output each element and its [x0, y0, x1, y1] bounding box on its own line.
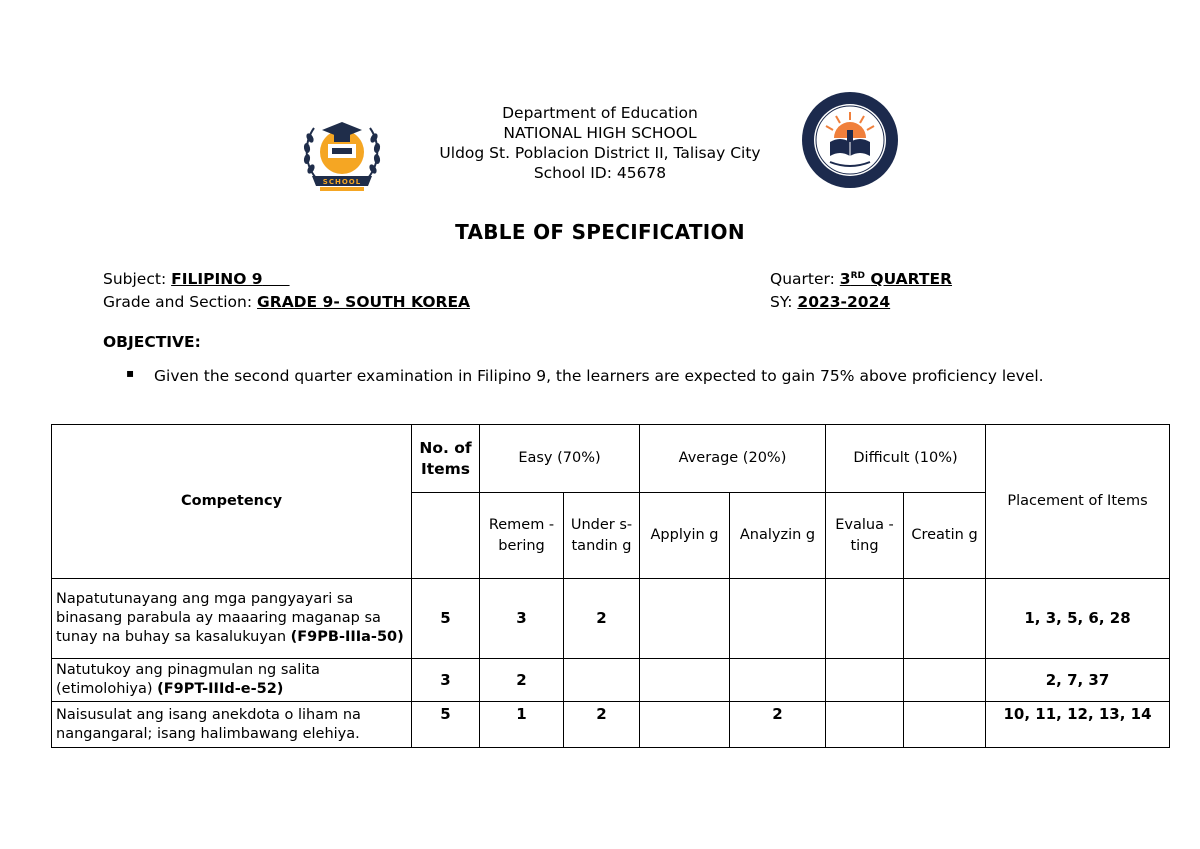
school-address: Uldog St. Poblacion District II, Talisay City — [439, 144, 761, 162]
competency-cell — [52, 659, 412, 702]
table-row — [52, 579, 1170, 659]
analyzing-cell — [730, 659, 826, 702]
svg-text:SCHOOL: SCHOOL — [322, 178, 362, 186]
school-name: NATIONAL HIGH SCHOOL — [503, 124, 697, 142]
applying-cell — [640, 702, 730, 748]
evaluating-cell — [826, 579, 904, 659]
quarter-label: Quarter: — [770, 270, 835, 288]
quarter-line — [770, 268, 952, 290]
easy-header: Easy (70%) — [480, 425, 640, 493]
sy-value: 2023-2024 — [797, 293, 891, 311]
placement-cell: 2, 7, 37 — [986, 659, 1170, 702]
subject-line — [103, 268, 290, 290]
quarter-superscript: RD — [850, 270, 865, 281]
table-header-row — [52, 425, 1170, 493]
specification-table — [51, 424, 1170, 748]
table-row — [52, 702, 1170, 748]
grade-value: GRADE 9- SOUTH KOREA — [257, 293, 471, 311]
understanding-cell: 2 — [564, 579, 640, 659]
sy-line — [770, 291, 890, 313]
competency-text: Napatutunayang ang mga pangyayari sa binasang parabula ay maaaring maganap sa tunay na buhay sa kasalukuyan — [56, 591, 381, 645]
understanding-header: Under s- tandin g — [564, 493, 640, 579]
competency-text: Naisusulat ang isang anekdota o liham na nangangaral; isang halimbawang elehiya. — [56, 706, 361, 742]
understanding-cell — [564, 659, 640, 702]
grade-line — [103, 291, 470, 313]
applying-header: Applyin g — [640, 493, 730, 579]
average-header: Average (20%) — [640, 425, 826, 493]
evaluating-header: Evalua -ting — [826, 493, 904, 579]
department-name: Department of Education — [502, 104, 698, 122]
applying-cell — [640, 579, 730, 659]
creating-cell — [904, 702, 986, 748]
analyzing-header: Analyzin g — [730, 493, 826, 579]
subject-label: Subject: — [103, 270, 167, 288]
document-title: TABLE OF SPECIFICATION — [455, 220, 745, 244]
table-row — [52, 659, 1170, 702]
no-items-subheader-empty — [412, 493, 480, 579]
evaluating-cell — [826, 702, 904, 748]
no-items-header: No. of Items — [412, 425, 480, 493]
placement-cell: 10, 11, 12, 13, 14 — [986, 702, 1170, 748]
bullet-icon: ▪ — [126, 366, 135, 380]
understanding-cell: 2 — [564, 702, 640, 748]
school-id: School ID: 45678 — [533, 164, 667, 182]
remembering-cell: 3 — [480, 579, 564, 659]
analyzing-cell: 2 — [730, 702, 826, 748]
creating-cell — [904, 659, 986, 702]
competency-code: (F9PT-IIId-e-52) — [157, 681, 284, 697]
institution-seal-icon — [800, 90, 900, 190]
evaluating-cell — [826, 659, 904, 702]
remembering-cell: 2 — [480, 659, 564, 702]
difficult-header: Difficult (10%) — [826, 425, 986, 493]
items-cell: 5 — [412, 579, 480, 659]
objective-text: Given the second quarter examination in Filipino 9, the learners are expected to gain 75% above proficiency level. — [154, 367, 1044, 385]
grade-label: Grade and Section: — [103, 293, 253, 311]
competency-header: Competency — [52, 425, 412, 579]
quarter-number: 3 — [839, 270, 851, 288]
subject-value: FILIPINO 9 — [171, 270, 263, 288]
school-header — [400, 103, 800, 183]
applying-cell — [640, 659, 730, 702]
items-cell: 5 — [412, 702, 480, 748]
sy-label: SY: — [770, 293, 793, 311]
creating-cell — [904, 579, 986, 659]
remembering-cell: 1 — [480, 702, 564, 748]
items-cell: 3 — [412, 659, 480, 702]
quarter-word: QUARTER — [870, 270, 953, 288]
school-cap-logo-icon — [300, 114, 384, 194]
competency-code: (F9PB-IIIa-50) — [290, 629, 404, 645]
analyzing-cell — [730, 579, 826, 659]
competency-text: Natutukoy ang pinagmulan ng salita (etimolohiya) — [56, 662, 320, 697]
creating-header: Creatin g — [904, 493, 986, 579]
remembering-header: Remem -bering — [480, 493, 564, 579]
competency-cell — [52, 579, 412, 659]
competency-cell — [52, 702, 412, 748]
objective-label: OBJECTIVE: — [103, 333, 201, 351]
placement-header: Placement of Items — [986, 425, 1170, 579]
placement-cell: 1, 3, 5, 6, 28 — [986, 579, 1170, 659]
